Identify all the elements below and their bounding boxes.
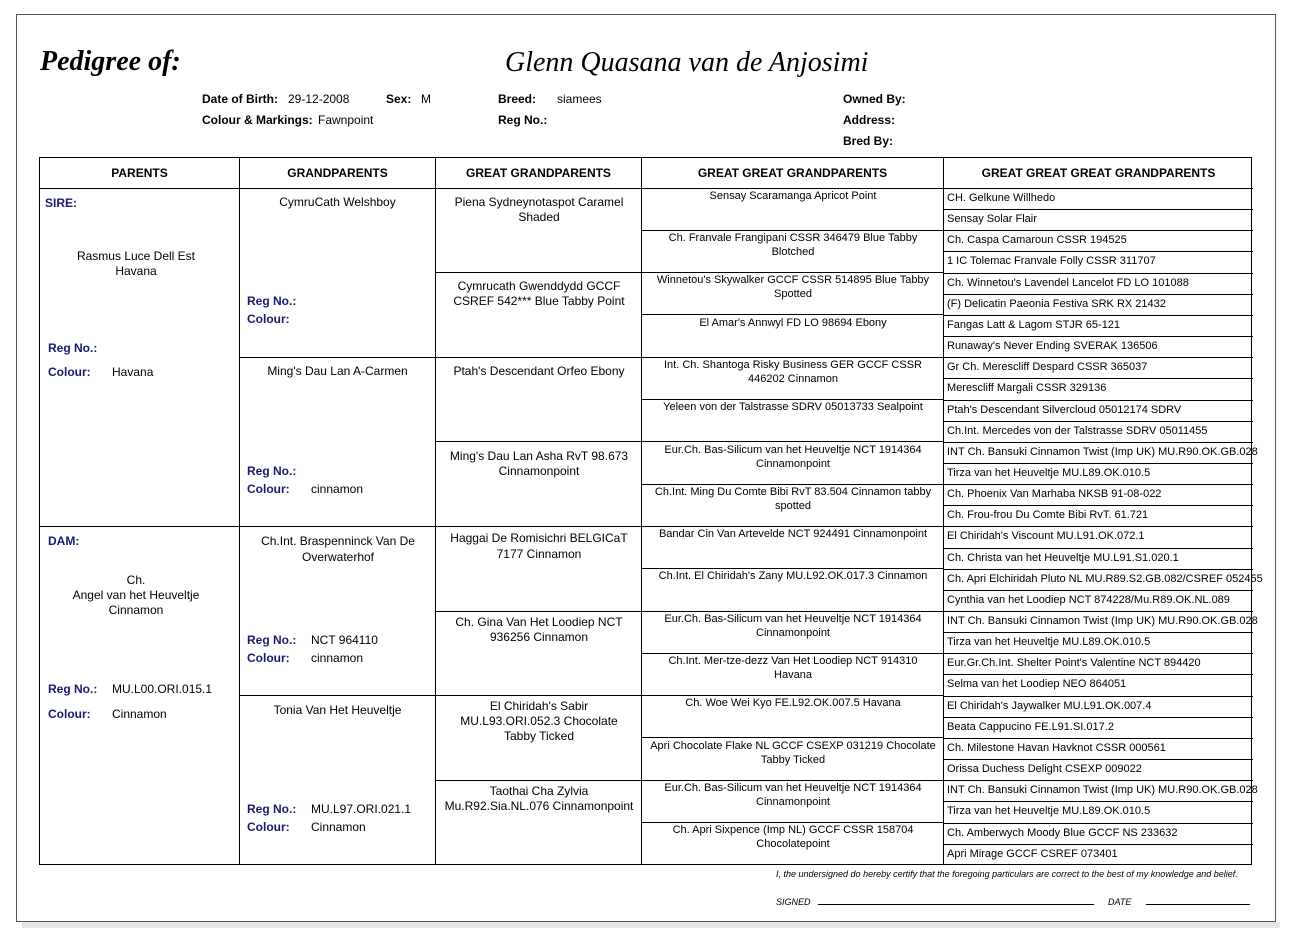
divider [642, 441, 944, 442]
gggg-parent-name: Apri Mirage GCCF CSREF 073401 [947, 848, 1118, 860]
grandparent-reg-label: Reg No.: [247, 802, 297, 816]
ggg-parent-name: Eur.Ch. Bas-Silicum van het Heuveltje NCT 1914364 Cinnamonpoint [664, 613, 922, 639]
divider [642, 314, 944, 315]
divider [436, 695, 642, 696]
grandparent-name: CymruCath Welshboy [279, 195, 396, 209]
divider [435, 158, 436, 864]
sire-reg-label: Reg No.: [48, 341, 98, 355]
great-grandparent-name: Cymrucath Gwenddydd GCCF CSREF 542*** Blue Tabby Point [453, 279, 625, 308]
gggg-parent-name: Sensay Solar Flair [947, 213, 1037, 225]
divider [642, 737, 944, 738]
sex-value: M [421, 92, 431, 106]
divider [240, 357, 436, 358]
sire-name: Rasmus Luce Dell Est Havana [76, 249, 196, 278]
grandparent-reg-label: Reg No.: [247, 633, 297, 647]
ggg-parent-name: Eur.Ch. Bas-Silicum van het Heuveltje NCT 1914364 Cinnamonpoint [664, 782, 922, 808]
signed-label: SIGNED [776, 897, 811, 907]
dob-value: 29-12-2008 [288, 92, 350, 106]
grandparent-colour-value: cinnamon [311, 651, 364, 665]
dam-reg-label: Reg No.: [48, 682, 98, 696]
great-grandparent-name: Ptah's Descendant Orfeo Ebony [453, 364, 625, 378]
gggg-parent-name: Orissa Duchess Delight CSEXP 009022 [947, 763, 1142, 775]
gggg-parent-name: (F) Delicatin Paeonia Festiva SRK RX 21432 [947, 298, 1166, 310]
gggg-parent-name: Runaway's Never Ending SVERAK 136506 [947, 340, 1158, 352]
great-grandparent-name: Taothai Cha Zylvia Mu.R92.Sia.NL.076 Cinnamonpoint [444, 784, 634, 813]
divider [436, 780, 642, 781]
ggg-parent-name: Ch.Int. Mer-tze-dezz Van Het Loodiep NCT 914310 Havana [668, 655, 918, 681]
grandparent-colour-value: cinnamon [311, 482, 364, 496]
column-header-ggg-grandparents: GREAT GREAT GREAT GRANDPARENTS [981, 166, 1216, 180]
great-grandparent-name: Ch. Gina Van Het Loodiep NCT 936256 Cinnamon [455, 615, 623, 644]
signature-line[interactable] [818, 904, 1094, 905]
gggg-parent-name: INT Ch. Bansuki Cinnamon Twist (Imp UK) MU.R90.OK.GB.028 [947, 784, 1258, 796]
gggg-parent-name: 1 IC Tolemac Franvale Folly CSSR 311707 [947, 255, 1156, 267]
gggg-parent-name: Selma van het Loodiep NEO 864051 [947, 678, 1127, 690]
breed-label: Breed: [498, 92, 537, 106]
ggg-parent-name: Bandar Cin Van Artevelde NCT 924491 Cinnamonpoint [658, 528, 928, 540]
divider [436, 357, 642, 358]
colour-label: Colour & Markings: [202, 113, 313, 127]
gggg-parent-name: Cynthia van het Loodiep NCT 874228/Mu.R89.OK.NL.089 [947, 594, 1230, 606]
divider [436, 526, 642, 527]
divider [239, 158, 240, 864]
dam-colour-value: Cinnamon [112, 707, 167, 721]
gggg-parent-name: Gr Ch. Merescliff Despard CSSR 365037 [947, 361, 1148, 373]
gggg-parent-name: El Chiridah's Viscount MU.L91.OK.072.1 [947, 530, 1145, 542]
sire-label: SIRE: [45, 196, 78, 210]
gggg-parent-name: Ch. Milestone Havan Havknot CSSR 000561 [947, 742, 1166, 754]
gggg-parent-name: Merescliff Margali CSSR 329136 [947, 382, 1107, 394]
date-line[interactable] [1146, 904, 1250, 905]
grandparent-reg-value: NCT 964110 [311, 633, 378, 647]
divider [240, 695, 436, 696]
pedigree-label: Pedigree of: [40, 46, 181, 77]
gggg-parent-name: Beata Cappucino FE.L91.SI.017.2 [947, 721, 1114, 733]
grandparent-name: Tonia Van Het Heuveltje [273, 703, 402, 717]
divider [40, 526, 436, 527]
divider [436, 611, 642, 612]
divider [641, 158, 642, 864]
ggg-parent-name: El Amar's Annwyl FD LO 98694 Ebony [699, 317, 887, 329]
gggg-parent-name: Ch. Amberwych Moody Blue GCCF NS 233632 [947, 827, 1178, 839]
ggg-parent-name: Int. Ch. Shantoga Risky Business GER GCCF CSSR 446202 Cinnamon [664, 359, 922, 385]
great-grandparent-name: Piena Sydneynotaspot Caramel Shaded [454, 195, 624, 224]
sire-colour-label: Colour: [48, 365, 91, 379]
gggg-parent-name: Tirza van het Heuveltje MU.L89.OK.010.5 [947, 805, 1151, 817]
breed-value: siamees [557, 92, 602, 106]
grandparent-name: Ming's Dau Lan A-Carmen [267, 364, 408, 378]
grandparent-reg-label: Reg No.: [247, 294, 297, 308]
gggg-parent-name: El Chiridah's Jaywalker MU.L91.OK.007.4 [947, 700, 1152, 712]
colour-value: Fawnpoint [318, 113, 374, 127]
column-header-grandparents: GRANDPARENTS [287, 166, 388, 180]
dam-colour-label: Colour: [48, 707, 91, 721]
gggg-parent-name: Tirza van het Heuveltje MU.L89.OK.010.5 [947, 467, 1151, 479]
grandparent-colour-label: Colour: [247, 651, 290, 665]
reg-label: Reg No.: [498, 113, 548, 127]
dob-label: Date of Birth: [202, 92, 278, 106]
dam-reg-value: MU.L00.ORI.015.1 [112, 682, 213, 696]
gggg-parent-name: Tirza van het Heuveltje MU.L89.OK.010.5 [947, 636, 1151, 648]
gggg-parent-name: Ch. Winnetou's Lavendel Lancelot FD LO 101088 [947, 277, 1189, 289]
pedigree-grid [39, 157, 1263, 865]
cat-name: Glenn Quasana van de Anjosimi [505, 47, 869, 78]
grandparent-reg-label: Reg No.: [247, 464, 297, 478]
dam-label: DAM: [48, 534, 80, 548]
grandparent-colour-label: Colour: [247, 482, 290, 496]
gggg-parent-name: Fangas Latt & Lagom STJR 65-121 [947, 319, 1121, 331]
ggg-parent-name: Ch. Apri Sixpence (Imp NL) GCCF CSSR 158704 Chocolatepoint [672, 824, 914, 850]
ggg-parent-name: Ch.Int. Ming Du Comte Bibi RvT 83.504 Cinnamon tabby spotted [654, 486, 932, 512]
great-grandparent-name: El Chiridah's Sabir MU.L93.ORI.052.3 Chocolate Tabby Ticked [460, 699, 618, 743]
gggg-parent-name: Ptah's Descendant Silvercloud 05012174 SDRV [947, 404, 1182, 416]
gggg-parent-name: Ch. Christa van het Heuveltje MU.L91.S1.020.1 [947, 552, 1179, 564]
ggg-parent-name: Apri Chocolate Flake NL GCCF CSEXP 031219 Chocolate Tabby Ticked [650, 740, 936, 766]
column-header-great-grandparents: GREAT GRANDPARENTS [466, 166, 611, 180]
ggg-parent-name: Ch.Int. El Chiridah's Zany MU.L92.OK.017.3 Cinnamon [658, 570, 928, 582]
ggg-parent-name: Ch. Woe Wei Kyo FE.L92.OK.007.5 Havana [685, 697, 901, 709]
ggg-parent-name: Eur.Ch. Bas-Silicum van het Heuveltje NCT 1914364 Cinnamonpoint [664, 444, 922, 470]
gggg-parent-name: Ch. Caspa Camaroun CSSR 194525 [947, 234, 1127, 246]
great-grandparent-name: Ming's Dau Lan Asha RvT 98.673 Cinnamonpoint [449, 449, 629, 478]
bred-label: Bred By: [843, 134, 894, 148]
owned-label: Owned By: [843, 92, 906, 106]
gggg-parent-name: Ch. Phoenix Van Marhaba NKSB 91-08-022 [947, 488, 1162, 500]
certification-text: I, the undersigned do hereby certify that the foregoing particulars are correct to the best of my knowledge and belief. [776, 869, 1238, 879]
gggg-parent-name: INT Ch. Bansuki Cinnamon Twist (Imp UK) MU.R90.OK.GB.028 [947, 446, 1258, 458]
ggg-parent-name: Sensay Scaramanga Apricot Point [709, 190, 877, 202]
gggg-parent-name: Ch.Int. Mercedes von der Talstrasse SDRV 05011455 [947, 425, 1208, 437]
date-label: DATE [1108, 897, 1132, 907]
grandparent-reg-value: MU.L97.ORI.021.1 [311, 802, 412, 816]
gggg-parent-name: Eur.Gr.Ch.Int. Shelter Point's Valentine NCT 894420 [947, 657, 1201, 669]
grandparent-colour-value: Cinnamon [311, 820, 366, 834]
grandparent-name: Ch.Int. Braspenninck Van De Overwaterhof [261, 534, 415, 564]
gggg-parent-name: INT Ch. Bansuki Cinnamon Twist (Imp UK) MU.R90.OK.GB.028 [947, 615, 1258, 627]
ggg-parent-name: Yeleen von der Talstrasse SDRV 05013733 Sealpoint [663, 401, 923, 413]
great-grandparent-name: Haggai De Romisichri BELGICaT 7177 Cinnamon [450, 531, 628, 561]
column-header-parents: PARENTS [111, 166, 168, 180]
ggg-parent-name: Winnetou's Skywalker GCCF CSSR 514895 Blue Tabby Spotted [656, 274, 930, 300]
divider [436, 441, 642, 442]
gggg-parent-name: CH. Gelkune Willhedo [947, 192, 1056, 204]
address-label: Address: [843, 113, 896, 127]
divider [436, 272, 642, 273]
ggg-parent-name: Ch. Franvale Frangipani CSSR 346479 Blue Tabby Blotched [668, 232, 918, 258]
dam-name: Ch. Angel van het Heuveltje Cinnamon [72, 573, 200, 617]
gggg-parent-name: Ch. Apri Elchiridah Pluto NL MU.R89.S2.GB.082/CSREF 052455 [947, 573, 1263, 585]
page-shadow [22, 922, 1280, 928]
divider [40, 188, 1253, 189]
grandparent-colour-label: Colour: [247, 312, 290, 326]
column-header-great-great-grandparents: GREAT GREAT GRANDPARENTS [697, 166, 888, 180]
sire-colour-value: Havana [112, 365, 154, 379]
gggg-parent-name: Ch. Frou-frou Du Comte Bibi RvT. 61.721 [947, 509, 1149, 521]
grandparent-colour-label: Colour: [247, 820, 290, 834]
sex-label: Sex: [386, 92, 412, 106]
